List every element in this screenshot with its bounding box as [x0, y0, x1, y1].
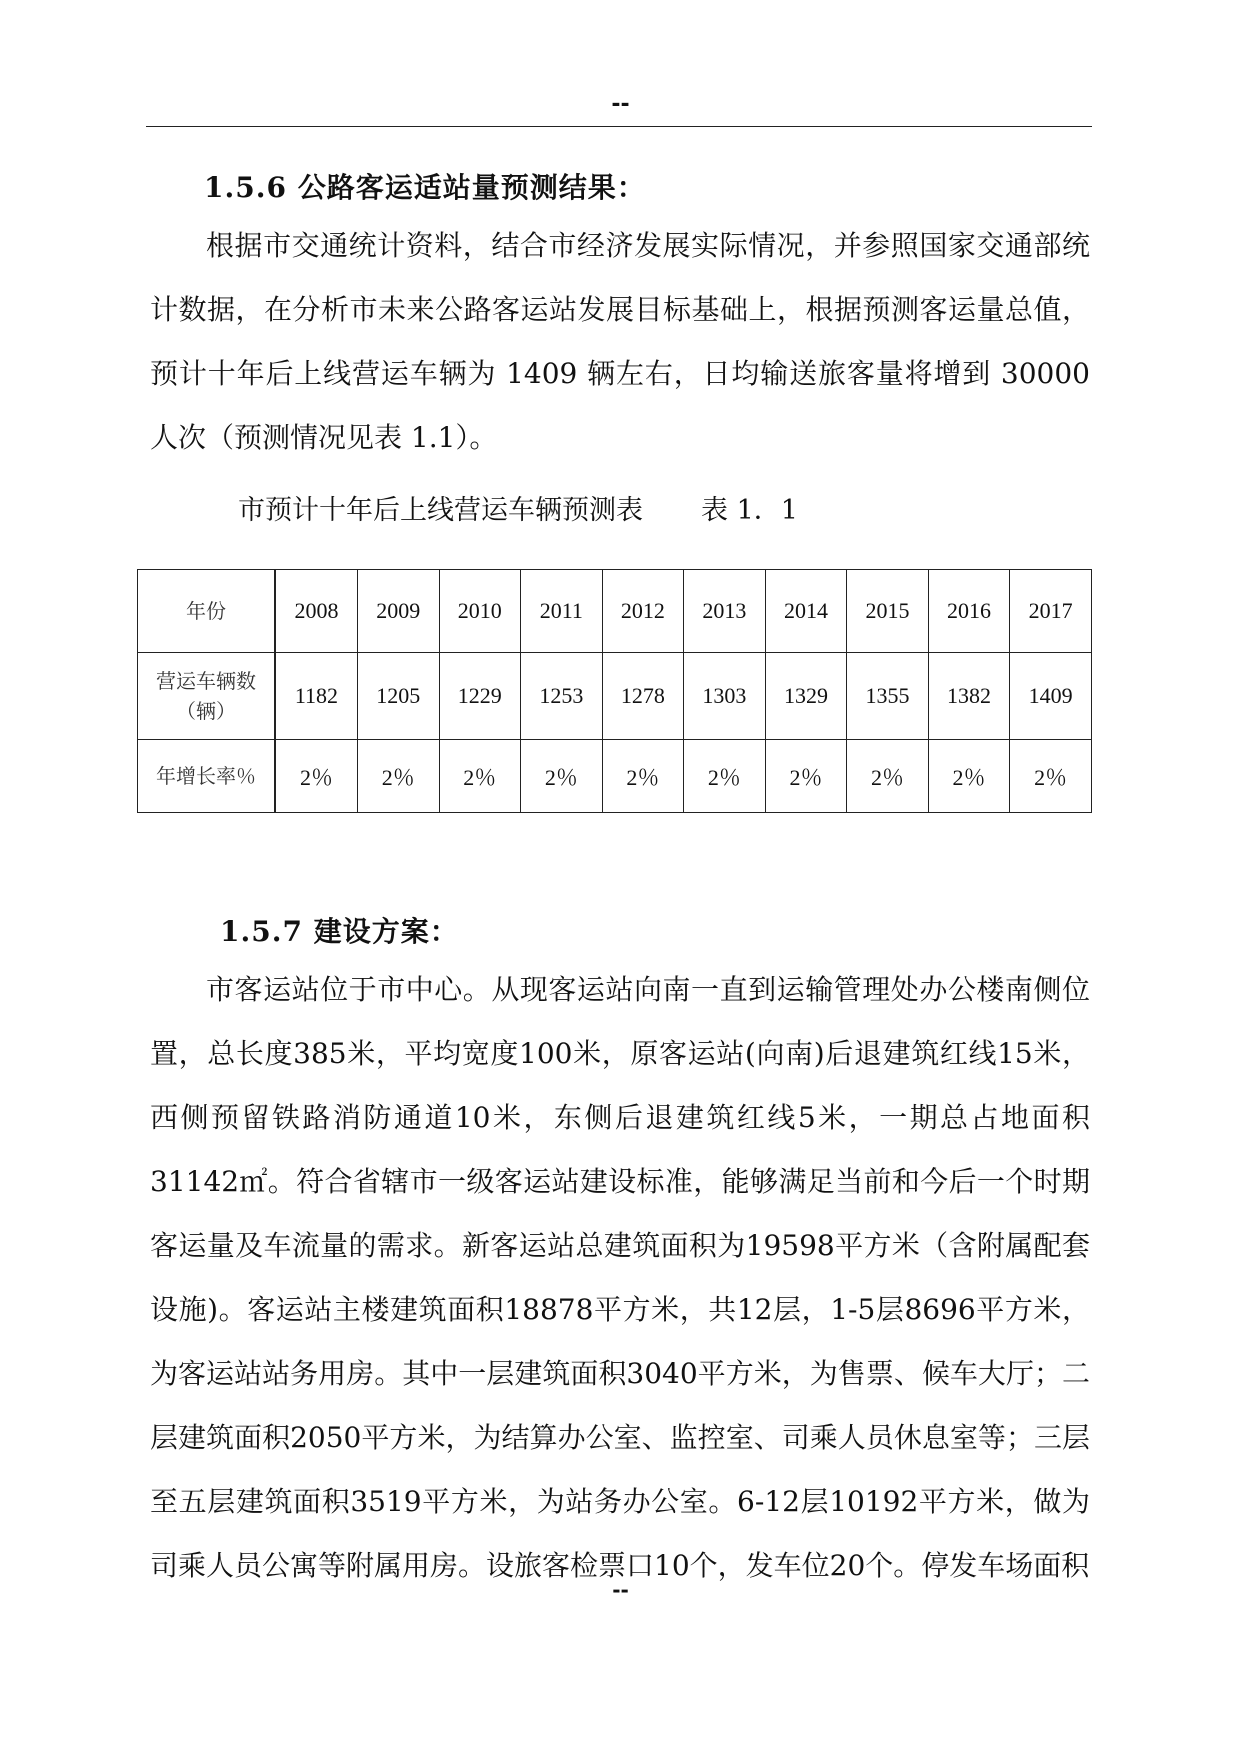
year-cell: 2013 — [684, 570, 766, 653]
footer-mark: -- — [612, 1578, 629, 1602]
header-mark: -- — [611, 92, 630, 117]
vehicle-cell: 1253 — [521, 653, 603, 740]
row-header-vehicles: 营运车辆数（辆） — [138, 653, 276, 740]
vehicle-cell: 1229 — [439, 653, 521, 740]
vehicle-cell: 1382 — [928, 653, 1010, 740]
table-caption — [238, 488, 798, 527]
table-row-growth — [138, 740, 1092, 813]
table-title: 市预计十年后上线营运车辆预测表 — [238, 495, 643, 526]
vehicle-cell: 1278 — [602, 653, 684, 740]
header-rule — [146, 126, 1092, 127]
year-cell: 2011 — [521, 570, 603, 653]
growth-cell: 2％ — [1010, 740, 1092, 813]
section-157-paragraph — [150, 958, 1090, 1598]
vehicle-cell: 1329 — [765, 653, 847, 740]
vehicle-cell: 1205 — [357, 653, 439, 740]
year-cell: 2010 — [439, 570, 521, 653]
vehicle-cell: 1182 — [275, 653, 357, 740]
growth-cell: 2％ — [765, 740, 847, 813]
year-cell: 2008 — [275, 570, 357, 653]
year-cell: 2012 — [602, 570, 684, 653]
section-157-heading: 1.5.7 建设方案： — [220, 915, 459, 948]
year-cell: 2017 — [1010, 570, 1092, 653]
section-157-text: 市客运站位于市中心。从现客运站向南一直到运输管理处办公楼南侧位置，总长度385米，平均宽度100米，原客运站(向南)后退建筑红线15米，西侧预留铁路消防通道10米，东侧后退建筑红线5米，一期总占地面积31142㎡。符合省辖市一级客运站建设标准，能够满足当前和今后一个时期客运量及车流量的需求。新客运站总建筑面积为19598平方米（含附属配套设施)。客运站主楼建筑面积18878平方米，共12层，1-5层8696平方米，为客运站站务用房。其中一层建筑面积3040平方米，为售票、候车大厅；二层建筑面积2050平方米，为结算办公室、监控室、司乘人员休息室等；三层至五层建筑面积3519平方米，为站务办公室。6-12层10192平方米，做为司乘人员公寓等附属用房。设旅客检票口10个，发车位20个。停发车场面积 — [150, 973, 1090, 1582]
growth-cell: 2％ — [602, 740, 684, 813]
year-cell: 2014 — [765, 570, 847, 653]
growth-cell: 2％ — [357, 740, 439, 813]
growth-cell: 2％ — [928, 740, 1010, 813]
growth-cell: 2％ — [847, 740, 929, 813]
year-cell: 2016 — [928, 570, 1010, 653]
vehicle-cell: 1355 — [847, 653, 929, 740]
year-cell: 2009 — [357, 570, 439, 653]
table-row-years — [138, 570, 1092, 653]
growth-cell: 2％ — [521, 740, 603, 813]
growth-cell: 2％ — [439, 740, 521, 813]
section-156-paragraph — [150, 214, 1090, 470]
row-header-growth: 年增长率％ — [138, 740, 276, 813]
section-156-text: 根据市交通统计资料，结合市经济发展实际情况，并参照国家交通部统计数据，在分析市未来公路客运站发展目标基础上，根据预测客运量总值，预计十年后上线营运车辆为 1409 辆左右，日均输送旅客量将增到 30000 人次（预测情况见表 1.1）。 — [150, 229, 1090, 454]
table-number: 表 1．1 — [701, 495, 798, 526]
row-header-year: 年份 — [138, 570, 276, 653]
vehicle-cell: 1409 — [1010, 653, 1092, 740]
growth-cell: 2％ — [275, 740, 357, 813]
vehicle-cell: 1303 — [684, 653, 766, 740]
vehicle-forecast-table — [137, 569, 1092, 813]
year-cell: 2015 — [847, 570, 929, 653]
growth-cell: 2％ — [684, 740, 766, 813]
section-156-heading: 1.5.6 公路客运适站量预测结果： — [204, 171, 646, 204]
table-row-vehicles — [138, 653, 1092, 740]
